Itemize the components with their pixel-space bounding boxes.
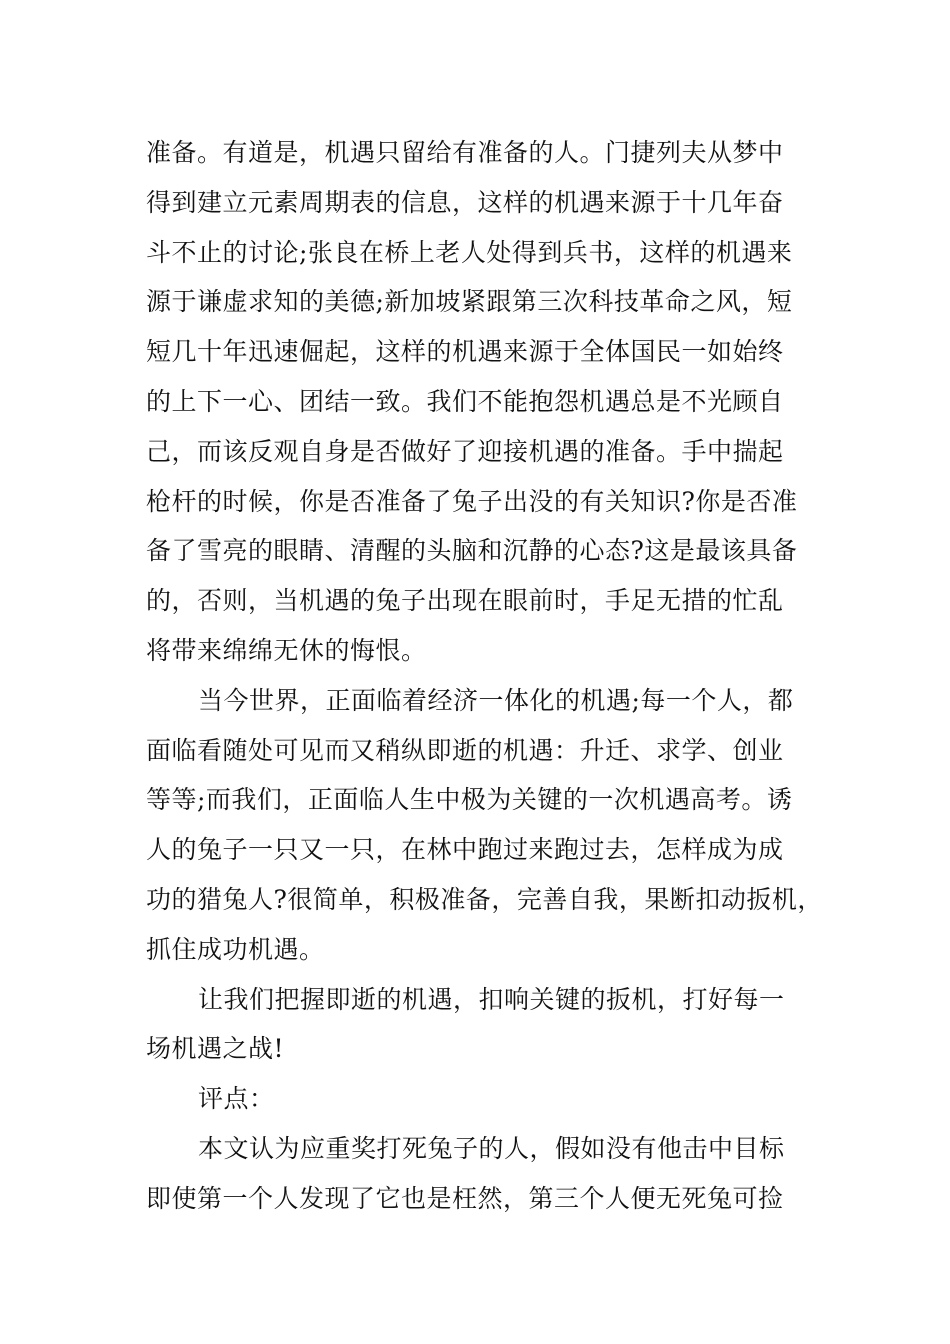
text-line: 即使第一个人发现了它也是枉然，第三个人便无死兔可捡 (146, 1183, 784, 1213)
text-line: 本文认为应重奖打死兔子的人，假如没有他击中目标 (198, 1133, 785, 1163)
text-line: 斗不止的讨论;张良在桥上老人处得到兵书，这样的机遇来 (146, 237, 793, 267)
text-line: 等等;而我们，正面临人生中极为关键的一次机遇高考。诱 (146, 785, 793, 815)
paragraph (146, 1074, 818, 1124)
paragraph (146, 128, 818, 676)
text-line: 的，否则，当机遇的兔子出现在眼前时，手足无措的忙乱 (146, 586, 784, 616)
text-line: 场机遇之战! (146, 1034, 285, 1064)
paragraph (146, 1124, 818, 1224)
text-line: 评点： (198, 1084, 275, 1114)
text-line: 的上下一心、团结一致。我们不能抱怨机遇总是不光顾自 (146, 386, 784, 416)
text-line: 让我们把握即逝的机遇，扣响关键的扳机，打好每一 (198, 984, 785, 1014)
text-line: 源于谦虚求知的美德;新加坡紧跟第三次科技革命之风，短 (146, 287, 793, 317)
text-line: 功的猎兔人?很简单，积极准备，完善自我，果断扣动扳机， (146, 884, 823, 914)
text-line: 抓住成功机遇。 (146, 934, 325, 964)
text-line: 短几十年迅速倔起，这样的机遇来源于全体国民一如始终 (146, 337, 784, 367)
text-line: 面临看随处可见而又稍纵即逝的机遇：升迁、求学、创业 (146, 735, 784, 765)
text-line: 枪杆的时候，你是否准备了兔子出没的有关知识?你是否准 (146, 486, 798, 516)
text-line: 得到建立元素周期表的信息，这样的机遇来源于十几年奋 (146, 187, 784, 217)
text-line: 当今世界，正面临着经济一体化的机遇;每一个人，都 (198, 685, 794, 715)
paragraph (146, 975, 818, 1075)
document-body (146, 128, 823, 1224)
text-line: 己，而该反观自身是否做好了迎接机遇的准备。手中揣起 (146, 436, 784, 466)
paragraph (146, 676, 823, 975)
text-line: 准备。有道是，机遇只留给有准备的人。门捷列夫从梦中 (146, 138, 784, 167)
text-line: 将带来绵绵无休的悔恨。 (146, 635, 427, 665)
text-line: 备了雪亮的眼睛、清醒的头脑和沉静的心态?这是最该具备 (146, 536, 798, 566)
text-line: 人的兔子一只又一只，在林中跑过来跑过去，怎样成为成 (146, 835, 784, 865)
